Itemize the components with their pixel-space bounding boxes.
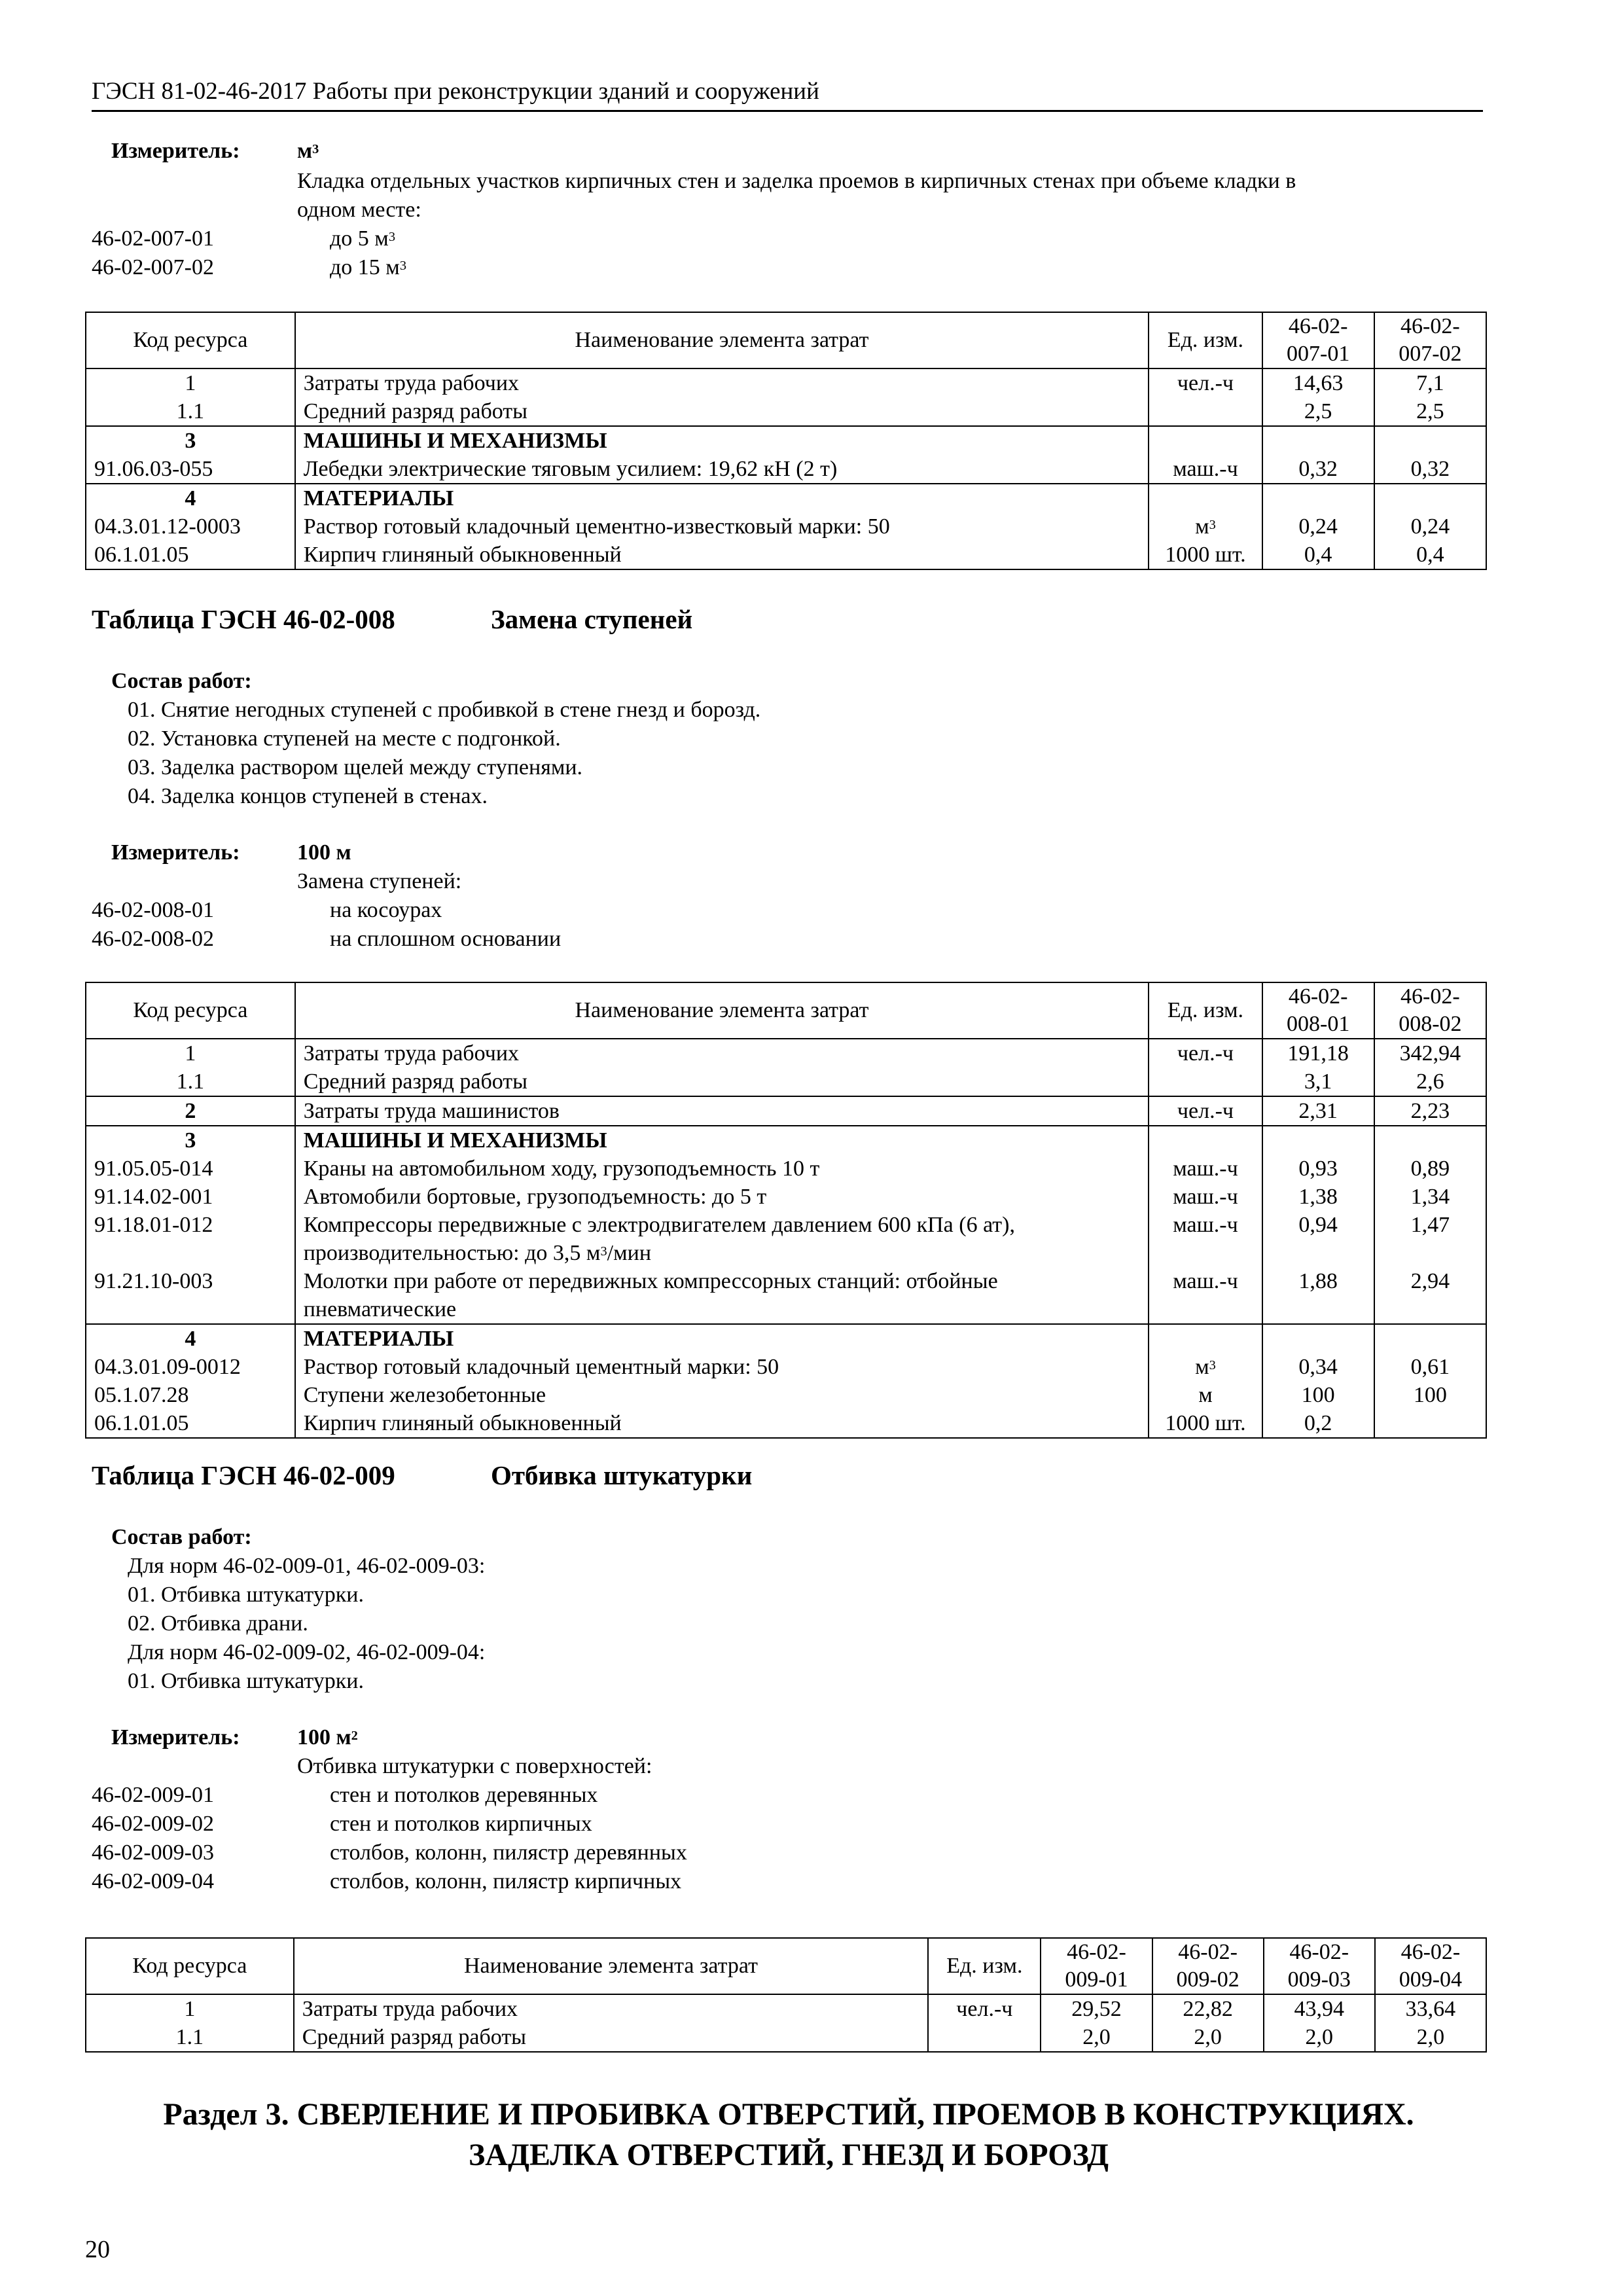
table-title: Таблица ГЭСН 46-02-009 (92, 1460, 395, 1490)
work-item: Для норм 46-02-009-02, 46-02-009-04: (128, 1640, 486, 1664)
table-subject: Замена ступеней (491, 604, 693, 634)
table-row: 1 Затраты труда рабочих чел.-ч 29,52 22,82 43,94 33,64 (86, 1994, 1486, 2023)
col-header-name: Наименование элемента затрат (295, 982, 1149, 1039)
page-number: 20 (85, 2236, 110, 2263)
col-header-norm: 46-02- 009-01 (1041, 1938, 1152, 1994)
work-item: Для норм 46-02-009-01, 46-02-009-03: (128, 1554, 486, 1578)
table-row: 1 Затраты труда рабочих чел.-ч 14,63 7,1 (86, 368, 1486, 397)
work-item: 04. Заделка концов ступеней в стенах. (128, 784, 488, 808)
table-row: 06.1.01.05 Кирпич глиняный обыкновенный 1000 шт. 0,4 0,4 (86, 541, 1486, 569)
norm-text: на сплошном основании (330, 927, 562, 951)
measure-unit: 100 м (297, 840, 351, 865)
col-header-norm: 46-02- 008-01 (1262, 982, 1374, 1039)
work-item: 01. Отбивка штукатурки. (128, 1669, 364, 1693)
norm-code: 46-02-009-02 (92, 1812, 214, 1836)
col-header-code: Код ресурса (86, 982, 295, 1039)
measure-label: Измеритель: (111, 840, 240, 865)
norm-text: на косоурах (330, 898, 442, 922)
norm-code: 46-02-009-04 (92, 1869, 214, 1893)
norm-text: столбов, колонн, пилястр деревянных (330, 1840, 687, 1865)
norm-code: 46-02-009-03 (92, 1840, 214, 1865)
work-item: 02. Отбивка драни. (128, 1611, 308, 1636)
norm-description: Отбивка штукатурки с поверхностей: (297, 1754, 652, 1778)
norm-text: стен и потолков деревянных (330, 1783, 598, 1807)
table-row: 1.1 Средний разряд работы 2,0 2,0 2,0 2,0 (86, 2023, 1486, 2052)
section-heading: Раздел 3. СВЕРЛЕНИЕ И ПРОБИВКА ОТВЕРСТИЙ, ПРОЕМОВ В КОНСТРУКЦИЯХ. ЗАДЕЛКА ОТВЕРСТИЙ, ГНЕЗД И БОРОЗД (163, 2097, 1414, 2172)
table-row: 1.1 Средний разряд работы 3,1 2,6 (86, 1067, 1486, 1096)
col-header-norm: 46-02- 007-02 (1374, 312, 1486, 368)
table-row: 05.1.07.28 Ступени железобетонные м 100 100 (86, 1381, 1486, 1409)
col-header-unit: Ед. изм. (1149, 982, 1262, 1039)
norm-text: столбов, колонн, пилястр кирпичных (330, 1869, 682, 1893)
col-header-norm: 46-02- 007-01 (1262, 312, 1374, 368)
table-row: 4 МАТЕРИАЛЫ (86, 1324, 1486, 1353)
norm-description: Замена ступеней: (297, 869, 462, 893)
col-header-norm: 46-02- 008-02 (1374, 982, 1486, 1039)
norm-code: 46-02-008-02 (92, 927, 214, 951)
table-row: 1.1 Средний разряд работы 2,5 2,5 (86, 397, 1486, 426)
norm-code: 46-02-008-01 (92, 898, 214, 922)
col-header-norm: 46-02- 009-04 (1375, 1938, 1486, 1994)
measure-unit: $м^3$ (297, 139, 319, 163)
sostav-label: Состав работ: (111, 669, 252, 693)
table-row: 91.06.03-055 Лебедки электрические тяговым усилием: 19,62 кН (2 т) маш.-ч 0,32 0,32 (86, 455, 1486, 484)
measure-unit: 100 $м^2$ (297, 1725, 358, 1749)
table-row: 1 Затраты труда рабочих чел.-ч 191,18 342,94 (86, 1039, 1486, 1067)
col-header-name: Наименование элемента затрат (294, 1938, 929, 1994)
norm-code: 46-02-009-01 (92, 1783, 214, 1807)
col-header-norm: 46-02- 009-02 (1152, 1938, 1264, 1994)
measure-label: Измеритель: (111, 139, 240, 163)
norm-code: 46-02-007-01 (92, 226, 214, 251)
table-row: 2 Затраты труда машинистов чел.-ч 2,31 2,23 (86, 1096, 1486, 1126)
col-header-name: Наименование элемента затрат (295, 312, 1149, 368)
table-row: 06.1.01.05 Кирпич глиняный обыкновенный 1000 шт. 0,2 (86, 1409, 1486, 1438)
resource-table-007 (85, 312, 1487, 570)
table-row: 91.18.01-012 Компрессоры передвижные с электродвигателем давлением 600 кПа (6 ат), производительностью: до 3,5 $м^3$/мин маш.-ч 0,94 1,47 (86, 1211, 1486, 1267)
col-header-unit: Ед. изм. (1149, 312, 1262, 368)
sostav-label: Состав работ: (111, 1525, 252, 1549)
work-item: 03. Заделка раствором щелей между ступенями. (128, 755, 583, 780)
norm-description: Кладка отдельных участков кирпичных стен и заделка проемов в кирпичных стенах при объеме кладки в (297, 169, 1296, 193)
resource-table-008 (85, 982, 1487, 1439)
work-item: 01. Снятие негодных ступеней с пробивкой в стене гнезд и борозд. (128, 698, 761, 722)
norm-text: до 15 $м^3$ (330, 255, 407, 279)
work-item: 01. Отбивка штукатурки. (128, 1583, 364, 1607)
col-header-code: Код ресурса (86, 312, 295, 368)
table-row: 91.14.02-001 Автомобили бортовые, грузоподъемность: до 5 т маш.-ч 1,38 1,34 (86, 1183, 1486, 1211)
resource-table-009 (85, 1937, 1487, 2053)
table-row: 91.21.10-003 Молотки при работе от передвижных компрессорных станций: отбойные пневматические маш.-ч 1,88 2,94 (86, 1267, 1486, 1324)
table-row: 3 МАШИНЫ И МЕХАНИЗМЫ (86, 1126, 1486, 1155)
measure-label: Измеритель: (111, 1725, 240, 1749)
header-rule (92, 110, 1483, 112)
table-subject: Отбивка штукатурки (491, 1460, 753, 1490)
running-header: ГЭСН 81-02-46-2017 Работы при реконструкции зданий и сооружений (92, 78, 819, 105)
table-title: Таблица ГЭСН 46-02-008 (92, 604, 395, 634)
col-header-unit: Ед. изм. (928, 1938, 1041, 1994)
norm-text: до 5 $м^3$ (330, 226, 396, 251)
col-header-norm: 46-02- 009-03 (1264, 1938, 1375, 1994)
norm-description: одном месте: (297, 198, 421, 222)
table-row: 04.3.01.12-0003 Раствор готовый кладочный цементно-известковый марки: 50 $м^3$ 0,24 0,24 (86, 512, 1486, 541)
table-row: 91.05.05-014 Краны на автомобильном ходу, грузоподъемность 10 т маш.-ч 0,93 0,89 (86, 1155, 1486, 1183)
norm-code: 46-02-007-02 (92, 255, 214, 279)
table-row: 4 МАТЕРИАЛЫ (86, 484, 1486, 512)
table-row: 3 МАШИНЫ И МЕХАНИЗМЫ (86, 426, 1486, 455)
norm-text: стен и потолков кирпичных (330, 1812, 592, 1836)
col-header-code: Код ресурса (86, 1938, 294, 1994)
table-row: 04.3.01.09-0012 Раствор готовый кладочный цементный марки: 50 $м^3$ 0,34 0,61 (86, 1353, 1486, 1381)
work-item: 02. Установка ступеней на месте с подгонкой. (128, 726, 561, 751)
